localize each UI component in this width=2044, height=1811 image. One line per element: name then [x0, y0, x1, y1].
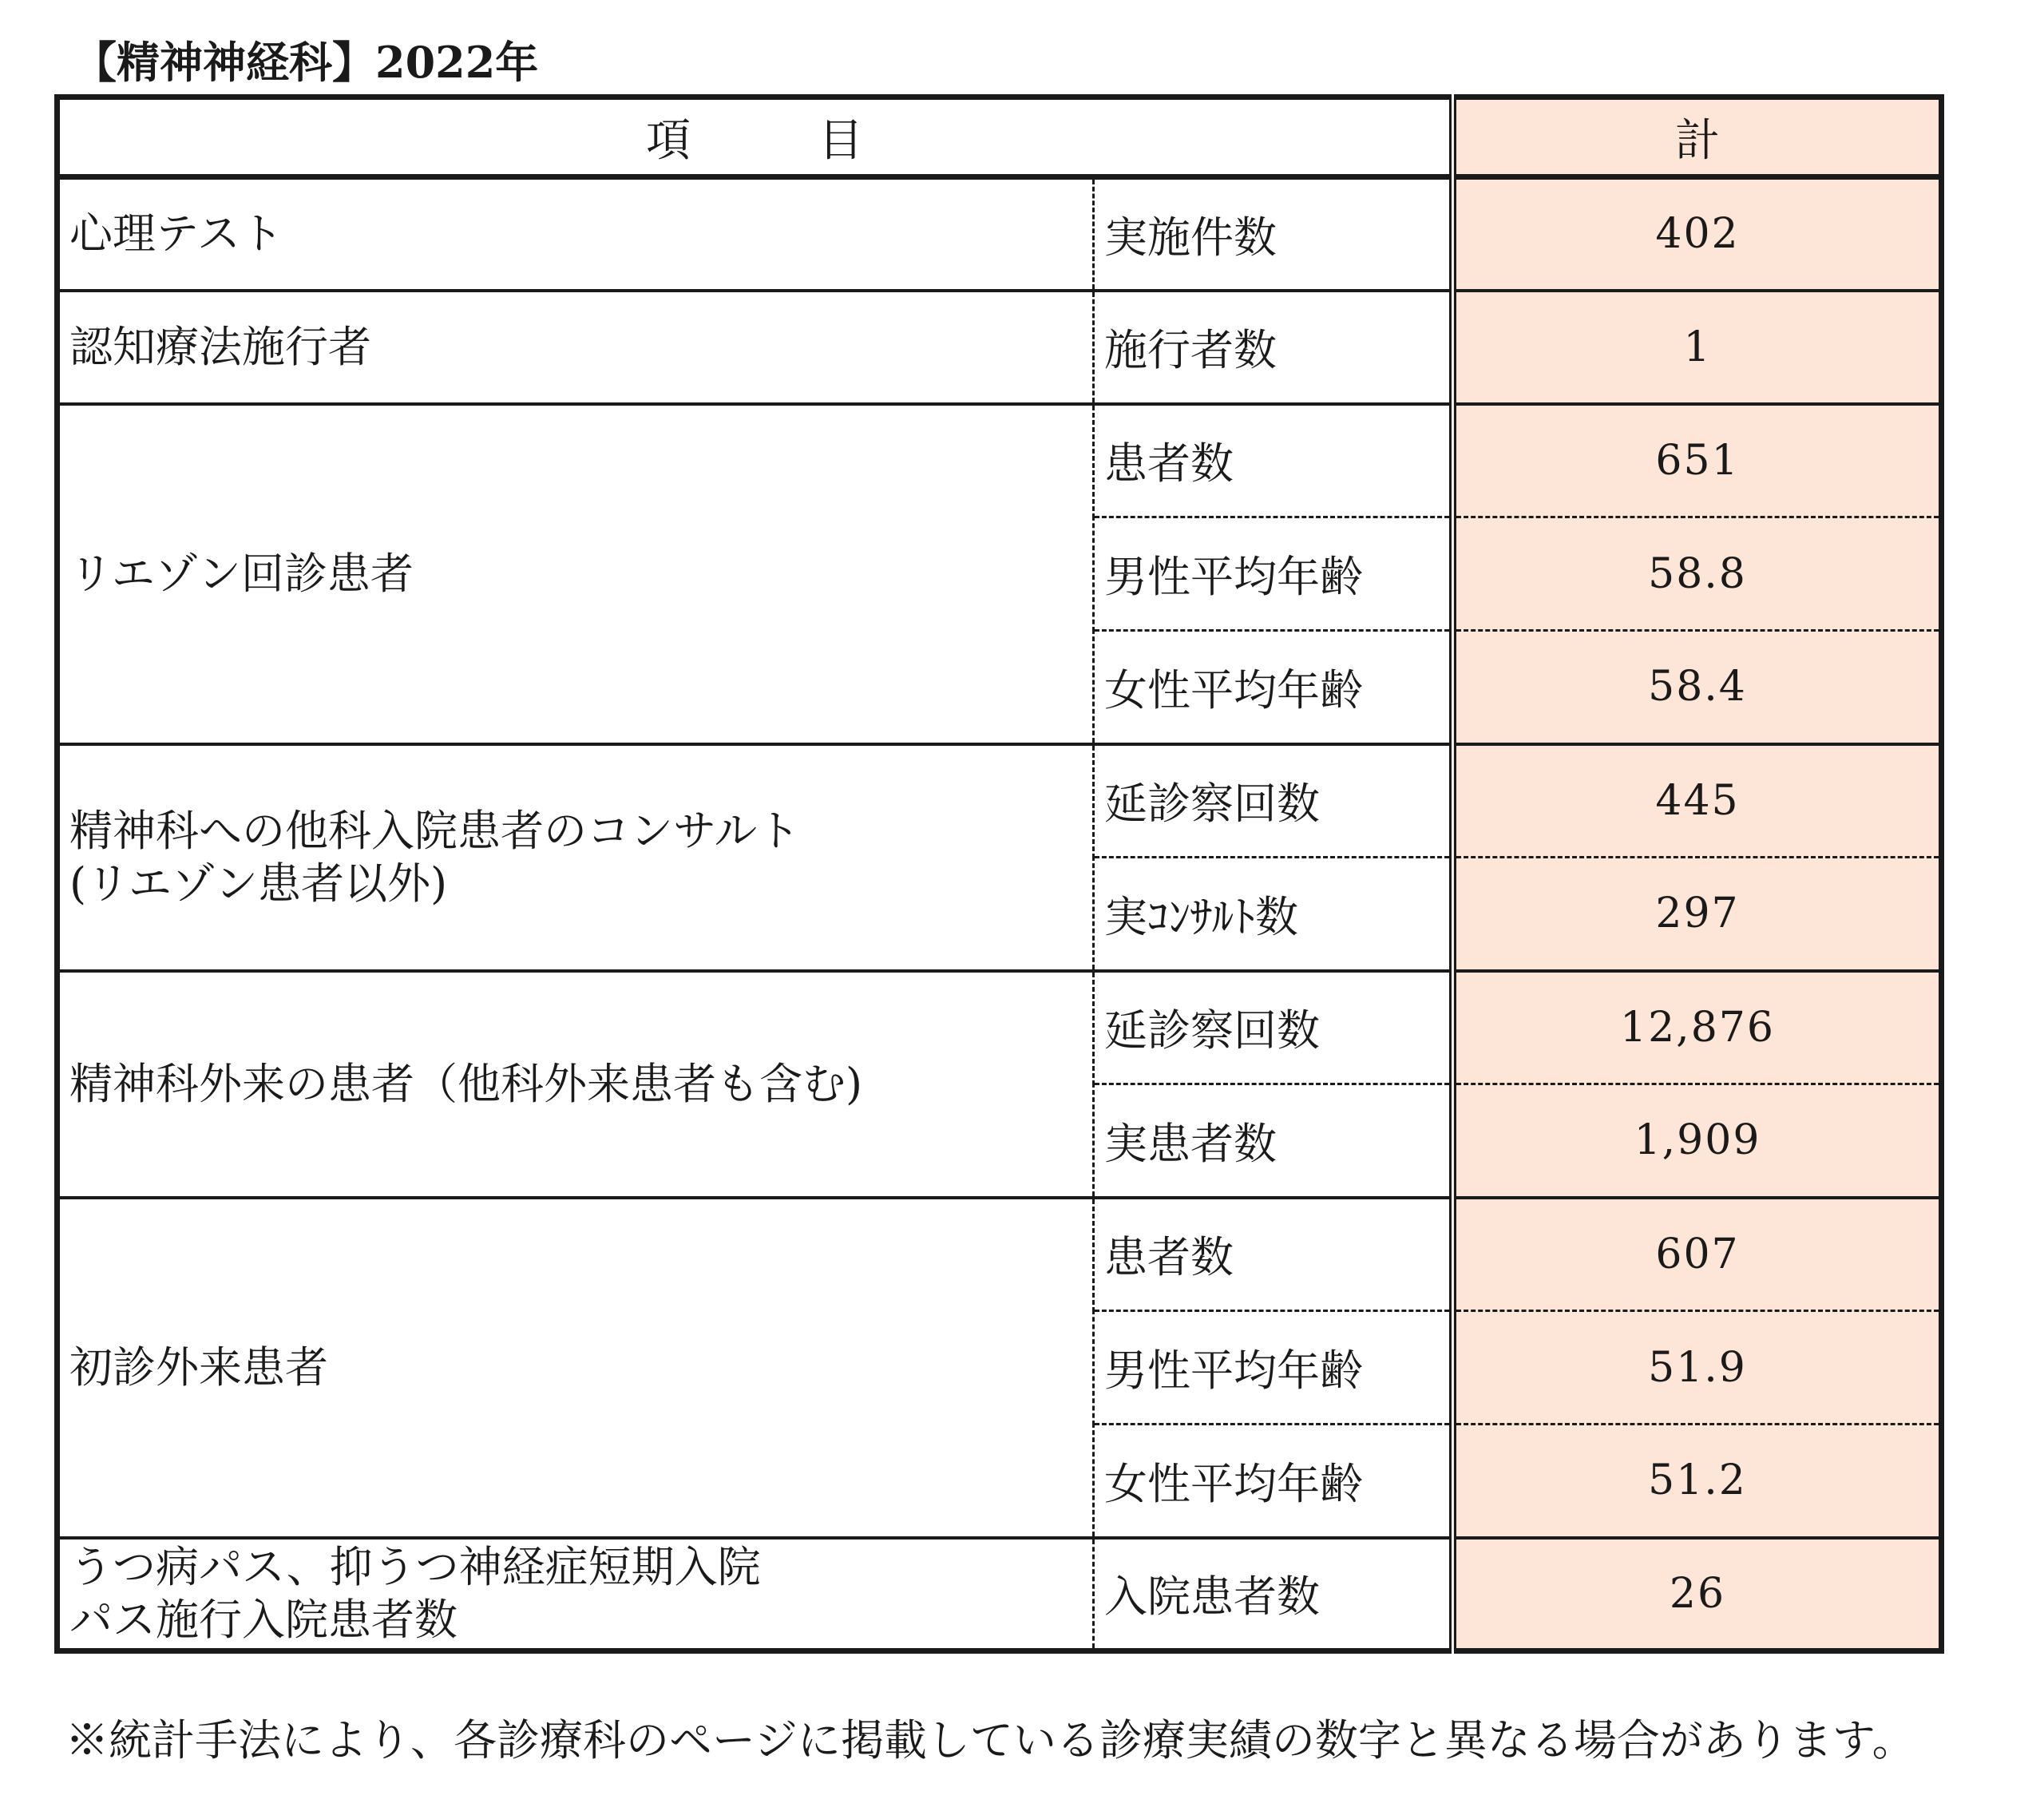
table-row [57, 1538, 1942, 1651]
sub-label-cell: 入院患者数 [1094, 1538, 1453, 1651]
sub-label-cell: 延診察回数 [1094, 971, 1453, 1084]
total-value-cell: 51.9 [1453, 1311, 1942, 1425]
item-label-line: 初診外来患者 [69, 1341, 328, 1393]
footnote: ※統計手法により、各診療科のページに掲載している診療実績の数字と異なる場合があります。 [65, 1715, 1915, 1765]
item-cell [57, 404, 1094, 744]
sub-label-cell: 男性平均年齢 [1094, 517, 1453, 631]
item-cell [57, 744, 1094, 971]
item-label-line: 精神科への他科入院患者のコンサルト [69, 805, 801, 856]
table-row [57, 1198, 1942, 1311]
header-item: 項目 [57, 97, 1453, 177]
table-row [57, 404, 1942, 517]
total-value-cell: 58.4 [1453, 631, 1942, 744]
total-value-cell: 445 [1453, 744, 1942, 858]
total-value-cell: 58.8 [1453, 517, 1942, 631]
header-total: 計 [1453, 97, 1942, 177]
total-value-cell: 651 [1453, 404, 1942, 517]
page-title: 【精神神経科】2022年 [73, 37, 539, 88]
sub-label-cell: 女性平均年齢 [1094, 1425, 1453, 1538]
total-value-cell: 1 [1453, 291, 1942, 404]
table-row [57, 971, 1942, 1084]
sub-label-cell: 延診察回数 [1094, 744, 1453, 858]
total-value-cell: 607 [1453, 1198, 1942, 1311]
total-value-cell: 402 [1453, 177, 1942, 291]
sub-label-cell: 男性平均年齢 [1094, 1311, 1453, 1425]
table-header-row [57, 97, 1942, 177]
stats-table [54, 94, 1944, 1654]
item-label-line: 認知療法施行者 [69, 321, 371, 372]
item-label-line: うつ病パス、抑うつ神経症短期入院 [69, 1541, 761, 1592]
table-row [57, 291, 1942, 404]
item-label-line: パス施行入院患者数 [69, 1594, 458, 1645]
item-cell [57, 971, 1094, 1198]
table-row [57, 177, 1942, 291]
item-label-line: (リエゾン患者以外) [69, 858, 448, 909]
item-cell [57, 177, 1094, 291]
item-cell [57, 1538, 1094, 1651]
sub-label-cell: 施行者数 [1094, 291, 1453, 404]
table-row [57, 744, 1942, 858]
sub-label-cell: 患者数 [1094, 1198, 1453, 1311]
sub-label-cell: 実患者数 [1094, 1084, 1453, 1198]
item-label-line: リエゾン回診患者 [69, 548, 414, 599]
total-value-cell: 12,876 [1453, 971, 1942, 1084]
sub-label-cell: 女性平均年齢 [1094, 631, 1453, 744]
table-body [57, 177, 1942, 1651]
total-value-cell: 1,909 [1453, 1084, 1942, 1198]
item-cell [57, 1198, 1094, 1538]
total-value-cell: 51.2 [1453, 1425, 1942, 1538]
sub-label-cell: 患者数 [1094, 404, 1453, 517]
sub-label-cell: 実施件数 [1094, 177, 1453, 291]
item-label-line: 精神科外来の患者（他科外来患者も含む) [69, 1058, 863, 1109]
sub-label-cell: 実ｺﾝｻﾙﾄ数 [1094, 858, 1453, 971]
total-value-cell: 26 [1453, 1538, 1942, 1651]
total-value-cell: 297 [1453, 858, 1942, 971]
item-label-line: 心理テスト [69, 208, 283, 260]
item-cell [57, 291, 1094, 404]
